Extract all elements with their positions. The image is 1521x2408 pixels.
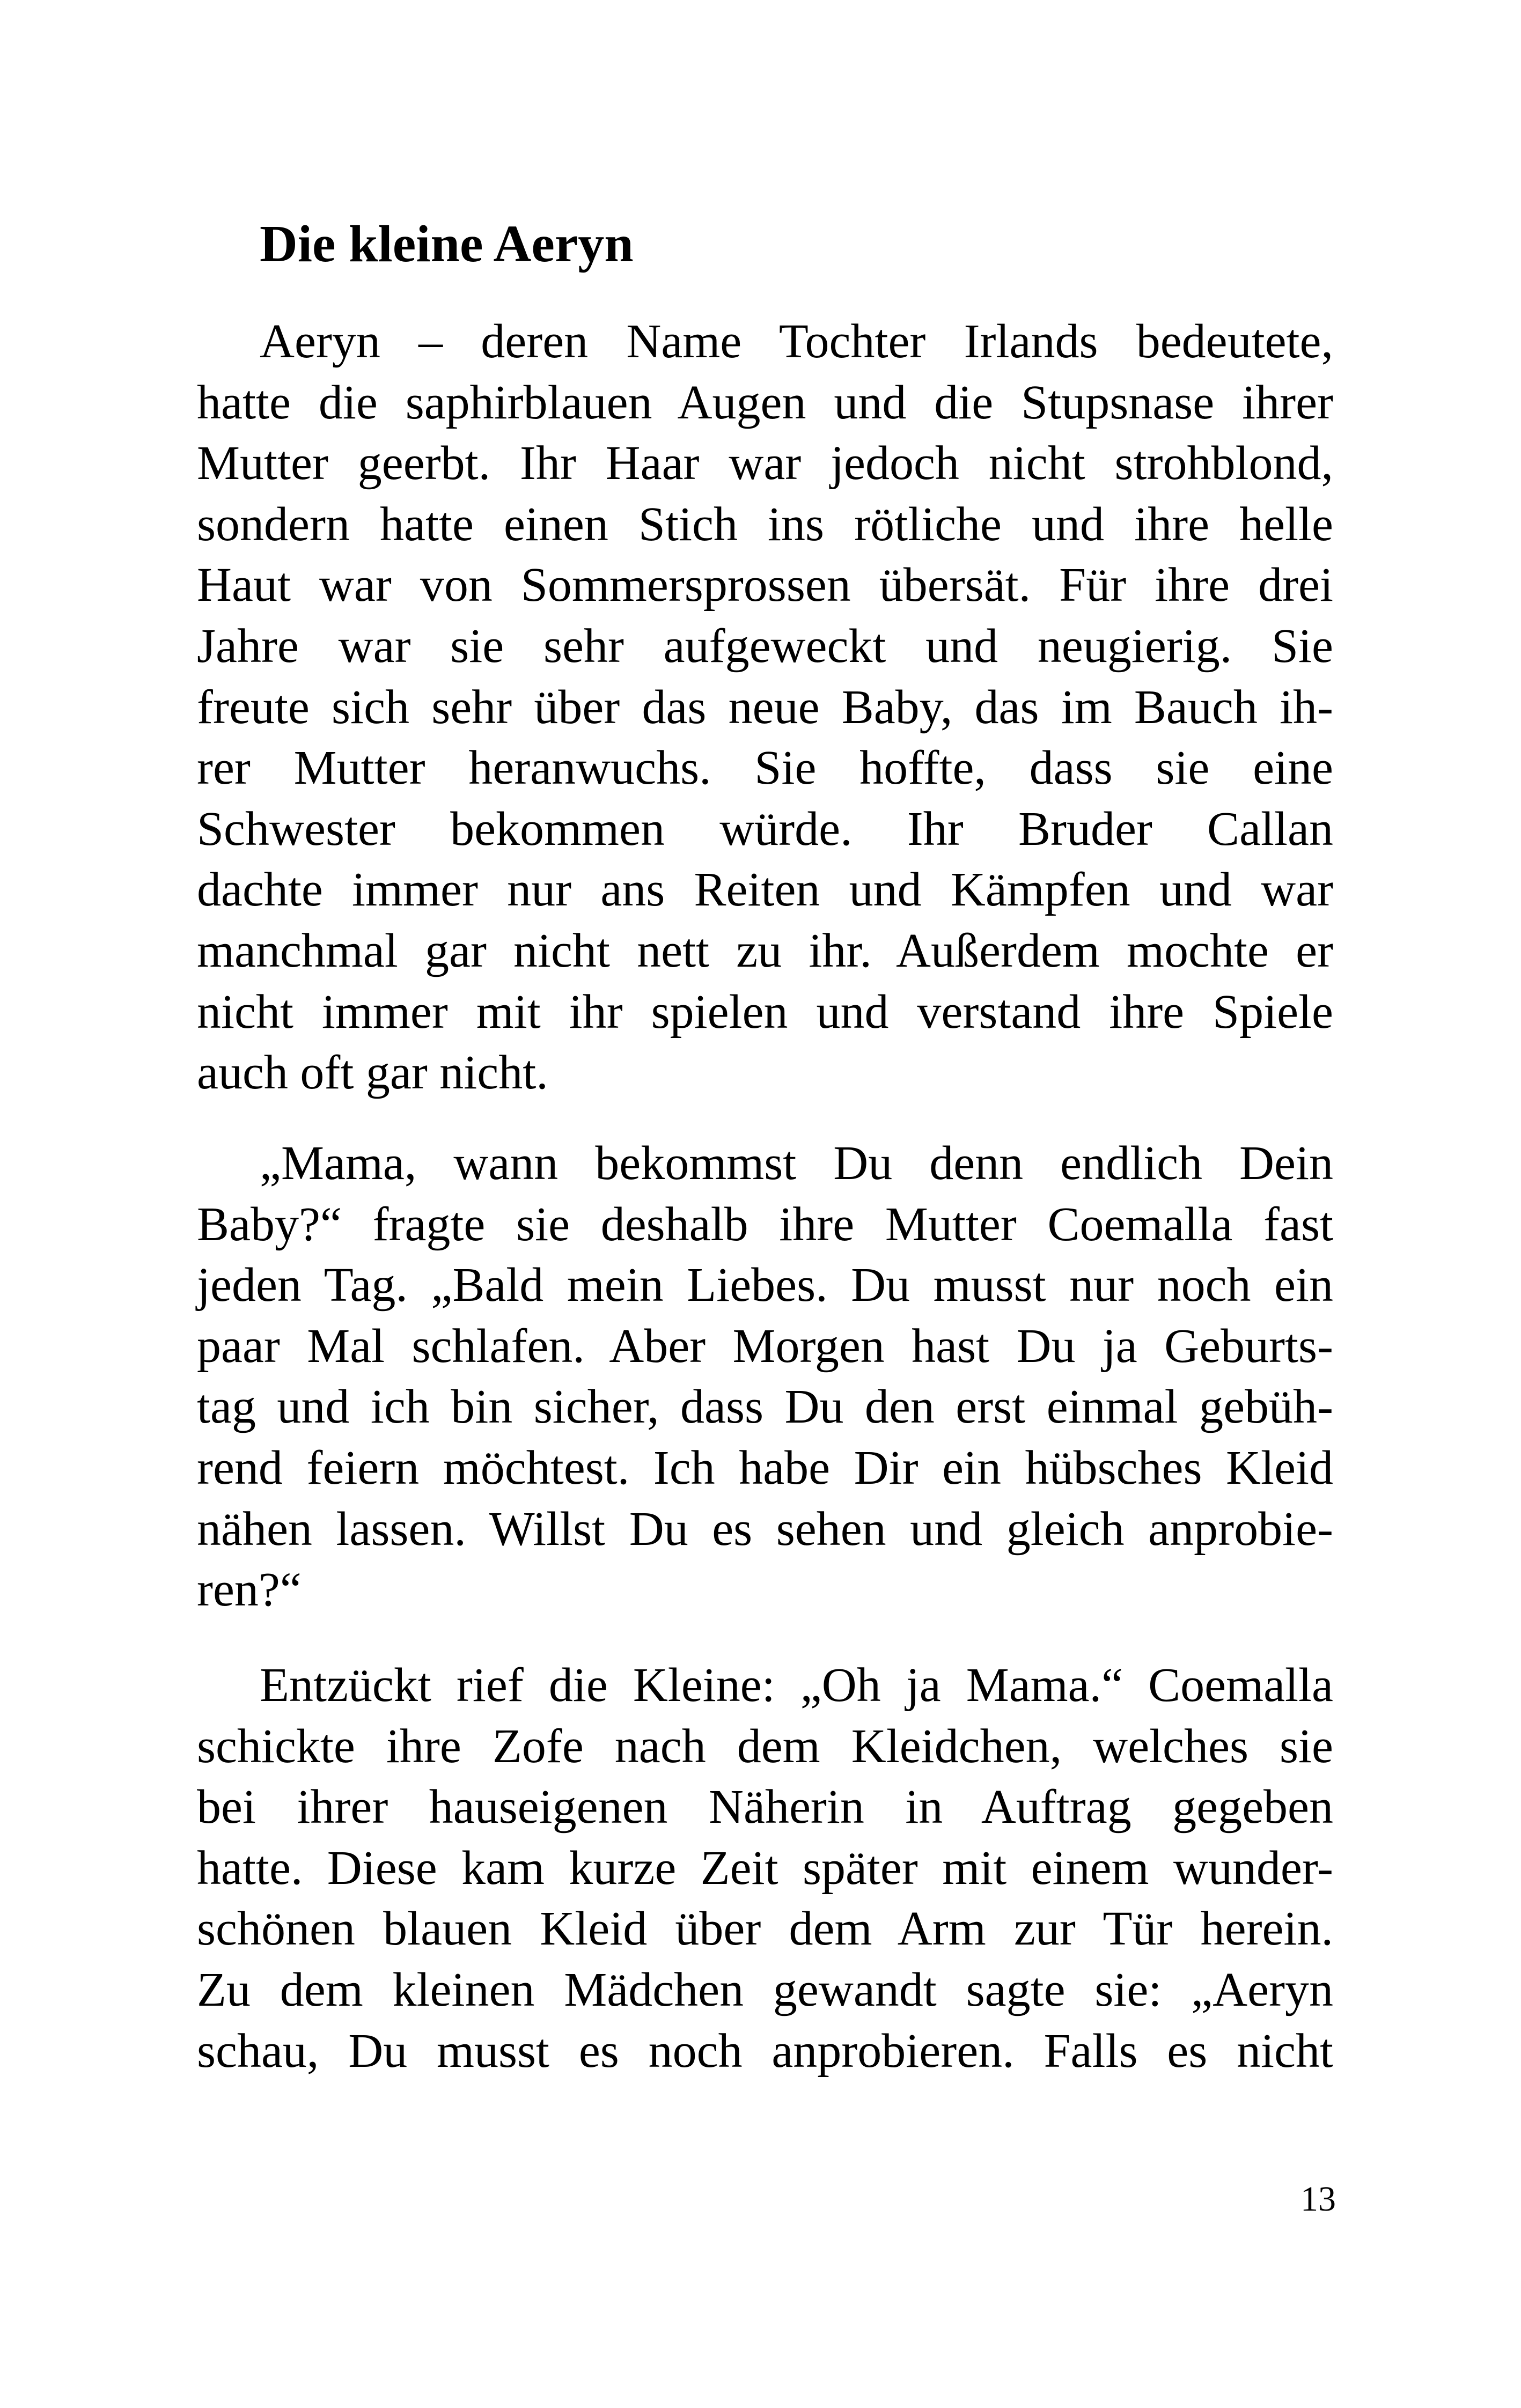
page-number: 13 <box>1300 2179 1336 2219</box>
text-line: sondern hatte einen Stich ins rötliche und ihre helle <box>197 497 1333 551</box>
text-line: tag und ich bin sicher, dass Du den erst einmal gebüh- <box>197 1380 1333 1434</box>
text-line: schau, Du musst es noch anprobieren. Falls es nicht <box>197 2024 1333 2078</box>
text-line: dachte immer nur ans Reiten und Kämpfen und war <box>197 863 1333 917</box>
text-line: auch oft gar nicht. <box>197 1046 548 1100</box>
text-line: manchmal gar nicht nett zu ihr. Außerdem mochte er <box>197 924 1333 977</box>
text-line: Mutter geerbt. Ihr Haar war jedoch nicht strohblond, <box>197 437 1333 490</box>
text-line: nähen lassen. Willst Du es sehen und gleich anprobie- <box>197 1502 1333 1556</box>
text-line: Entzückt rief die Kleine: „Oh ja Mama.“ Coemalla <box>260 1659 1333 1712</box>
paragraph-1 <box>197 311 1333 1103</box>
text-line: „Mama, wann bekommst Du denn endlich Dein <box>260 1137 1333 1190</box>
text-line: freute sich sehr über das neue Baby, das im Bauch ih- <box>197 680 1333 734</box>
text-line: schickte ihre Zofe nach dem Kleidchen, welches sie <box>197 1719 1333 1773</box>
text-line: hatte. Diese kam kurze Zeit später mit einem wunder- <box>197 1841 1333 1895</box>
text-line: paar Mal schlafen. Aber Morgen hast Du ja Geburts- <box>197 1319 1333 1373</box>
paragraph-2 <box>197 1133 1333 1621</box>
text-line: hatte die saphirblauen Augen und die Stupsnase ihrer <box>197 375 1333 429</box>
text-line: rend feiern möchtest. Ich habe Dir ein hübsches Kleid <box>197 1441 1333 1494</box>
text-line: Schwester bekommen würde. Ihr Bruder Callan <box>197 802 1333 856</box>
text-line: Zu dem kleinen Mädchen gewandt sagte sie: „Aeryn <box>197 1963 1333 2016</box>
text-line: Baby?“ fragte sie deshalb ihre Mutter Coemalla fast <box>197 1197 1333 1251</box>
text-line: nicht immer mit ihr spielen und verstand ihre Spiele <box>197 985 1333 1039</box>
chapter-title: Die kleine Aeryn <box>260 215 634 273</box>
text-line: Aeryn – deren Name Tochter Irlands bedeutete, <box>260 315 1333 368</box>
text-line: jeden Tag. „Bald mein Liebes. Du musst nur noch ein <box>197 1258 1333 1312</box>
text-line: Haut war von Sommersprossen übersät. Für ihre drei <box>197 558 1333 612</box>
text-line: bei ihrer hauseigenen Näherin in Auftrag gegeben <box>197 1780 1333 1834</box>
text-line: Jahre war sie sehr aufgeweckt und neugierig. Sie <box>197 619 1333 673</box>
text-line: ren?“ <box>197 1563 302 1617</box>
text-line: schönen blauen Kleid über dem Arm zur Tür herein. <box>197 1902 1333 1956</box>
paragraph-3 <box>197 1655 1333 2081</box>
text-line: rer Mutter heranwuchs. Sie hoffte, dass sie eine <box>197 741 1333 795</box>
